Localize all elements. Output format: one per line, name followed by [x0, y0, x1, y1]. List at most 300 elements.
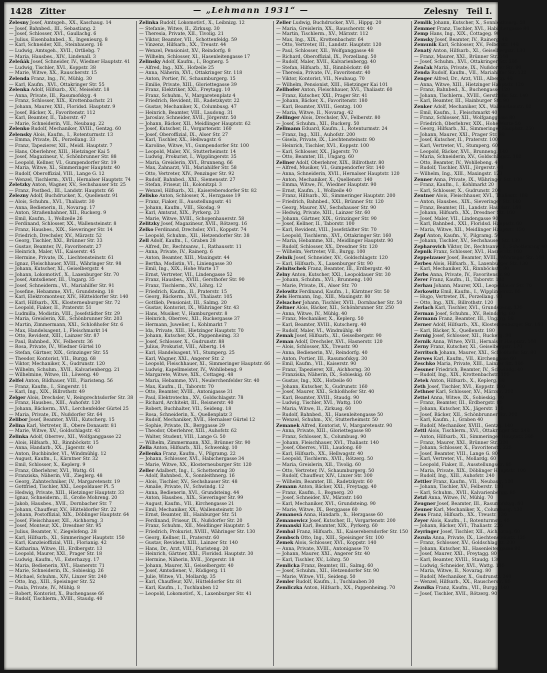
entry-details: Josef, Tischler, XVI., Koppstr. 180 [427, 384, 505, 390]
entry-details: — Otto, Ing., XIII., Speisinger Str. 52 [9, 580, 96, 586]
entry-details: — Heinrich, Gärtner, XXI., Floridsd. Hauptstr. 30 [139, 552, 254, 558]
entry-details: — Anna, Näherin, XVI., Ottakringer Str. 118 [139, 71, 243, 77]
entry-details: Adolf, Drechsler, XVI., Hasnerstr. 120 [295, 339, 383, 345]
entry-details: — Karl, Amtsrat, XIX., Pyrkerg. 23 [139, 211, 220, 217]
entry-details: — Friedrich, Prokurist, XVIII., Währinger Str. 130 [139, 530, 256, 536]
entry-details: — Josef, Maurer, XXI., Freytagg. 80 [414, 552, 497, 558]
entry-details: Anna, Witwe, IV., Mühlg. 70 [428, 496, 494, 502]
entry-details: — Emilie, Private, XIII., Gloriettegasse 39 [139, 82, 237, 88]
entry-details: Alois, Drechsler, V., Reinprechtsdorfer Str. 38 [27, 395, 134, 401]
entry-details: — Bertha, Modistin, VI., Liniengasse 30 [139, 261, 232, 267]
entry-details: — Maria, Schneiderin, XV., Goldschlagstr. 160 [414, 155, 522, 161]
entry-details: — Ludwig, Prokurist, I., Wipplingerstr. 35 [139, 155, 237, 161]
entry-details: — Franz, Postbed., III., Landstr. Hauptstr. 66 [9, 188, 114, 194]
entry-details: — Leopold, Fiaker, II., Praterstr. 51 [9, 306, 92, 312]
entry-surname: Zelsacher [276, 300, 302, 306]
entry-details: — Friedrich, Drechsler, XV., Märzstr. 52 [9, 233, 102, 239]
entry-details: — Johann, Kutscher, XI., Geiselbergstr. 4 [9, 267, 104, 273]
entry-details: Karl, Vertreter, II., Obere Donaustr. 81 [26, 423, 117, 429]
entry-details: — Franz, Schuhm., XII., Meidlinger Hauptstr. 5 [139, 524, 250, 530]
entry-details: — Heinrich, Maler, VII., Kaiserstr. 45 [9, 250, 96, 256]
entry-details: — Franz, Hilfsarb., XI., Simmeringer Hauptstr. 200 [276, 194, 396, 200]
entry-details: Anton, Kaufm., V., Pilgramg. 50 [426, 233, 501, 239]
entry-details: — Wilhelm, Beamter, III., Radetzkystr. 60 [276, 479, 373, 485]
entry-details: — Otto, Vertreter, III., Landstr. Hauptstr. 120 [276, 43, 382, 49]
entry-surname: Zelibor [9, 418, 28, 424]
entry-details: — Friedrich, Revident, III., Radetzkystr. 22 [139, 99, 240, 105]
entry-surname: Zemanek [276, 423, 300, 429]
entry-details: — Karl, Schneider, XII., Steinbauerg. 16 [9, 43, 103, 49]
entry-details: Ludwig, Buchdrucker, XVI., Hippg. 20 [292, 21, 382, 26]
entry-details: — Maria, Hebamme, XVI., Neulerchenfelder Str. 40 [139, 379, 260, 384]
entry-details: — Julius, Prokurist, VIII., Albertg. 14 [139, 345, 226, 351]
entry-details: — Franz, Hausbes., XVIII., Gersthofer Str. 90 [139, 278, 245, 284]
entry-details: — Johann, Chauffeur, XV., Hütteldorfer Str. 22 [9, 507, 117, 513]
entry-details: — Josef, Magazineur, V., Schönbrunner Str. 88 [9, 155, 117, 161]
entry-details: Johann, Maurer, XXI., Leopoldauer Str. 70 [433, 283, 532, 289]
entry-details: — Franz, Bahnbed., X., Buchengasse 120 [414, 88, 511, 94]
entry-details: — Ludwig, Amtsgeh., XVII., Ortliebg. 7 [9, 48, 100, 54]
entry-details: Alois, Bäcker, XII., Schönbrunner Str. 250 [296, 306, 394, 312]
column-1 [9, 21, 133, 666]
entry-surname: Zemanová [276, 513, 303, 519]
entry-details: — Friedrich, Bahnbed., XXI., Brünner Str. 120 [276, 200, 384, 205]
entry-details: Maria, Private, XIII., Lainzer Str. 100 [436, 362, 524, 368]
entry-details: — Leopold, Kellner, VI., Gumpendorfer Str. 19 [9, 160, 117, 166]
entry-details: — Josef, Maler, VII., Lindengasse 90 [414, 216, 499, 222]
entry-details: — Gisela, Private, IX., Liechtensteinstr. 90 [276, 138, 375, 144]
entry-details: Josef, Kutscher, II., Vorgartenstr. 200 [309, 518, 396, 524]
entry-details: — Jaroslav, Schneider, XVII., Jörgerstr. 50 [139, 116, 237, 122]
entry-surname: Zels [276, 295, 287, 301]
entry-details: Karl, Schlosser, XV., Felberstr. 140 [438, 43, 519, 49]
entry-details: Josef, Schlosser, XII., Ruckerg. 90 [432, 334, 512, 340]
entry-details: — Franz, Ing., XIII., Auhofstr. 200 [276, 132, 356, 138]
entry-surname: Zetzl [414, 496, 427, 502]
entry-details: — Georg, Zahntechniker, IV., Margaretenstr. 19 [9, 479, 120, 485]
entry-details: — Karl, Schlosser, X., Gudrunstr. 200 [414, 188, 501, 194]
entry-details: Hans, Ing., XIX., Cottageg. 90 [429, 32, 500, 38]
entry-details: — Josef, Kutscher, II., Vorgartenstr. 160 [139, 127, 232, 133]
entry-surname: Zelinka [139, 21, 159, 26]
entry-details: — Anton, Hausbes., XIX., Sieveringer Str. 99 [139, 496, 244, 502]
entry-details: — Anton, Straßenbahner, XII., Ruckerg. 9 [9, 211, 107, 217]
entry-details: — Paula, Private, IV., Mühlg. 8 [9, 585, 80, 591]
entry-details: — Johann, Gärtner, XIX., Grinzinger Str. 90 [276, 216, 377, 222]
entry-details: Eduard, Kaufm., I., Rotenturmstr. 24 [301, 127, 388, 133]
entry-details: — Georg, Tischler, XXI., Brünner Str. 33 [9, 239, 103, 245]
entry-details: — Emma, Private, IX., Porzellang. 33 [9, 138, 96, 144]
entry-details: — Franziska, Näherin, VII., Zieglerg. 48 [9, 474, 103, 480]
entry-details: — Hedwig, Private, XIII., Hietzinger Hauptstr. 33 [9, 490, 125, 496]
entry-details: — Josef, Maurer, XXI., Schloßhofer Str. 40 [276, 390, 375, 396]
entry-details: — Maria, Greislerin, XX., Rauscherstr. 40 [276, 26, 373, 32]
entry-details: Anton, Schlosser, X., Herzgasse 19 [159, 194, 241, 200]
entry-details: — Rudolf, Ing., XIII., Auhofstr. 240 [414, 474, 495, 480]
entry-details: — Josef, Oberoffizial, IX., Alser Str. 27 [139, 132, 228, 138]
entry-details: Alois, Hilfsarb., X., Laxenburger Str. 130 [432, 261, 528, 267]
entry-details: — Wilhelm, Pensionist, XIII., Hietzinger Kai 101 [276, 82, 389, 88]
entry-surname: Zentner [414, 194, 435, 200]
entry-details: — Franz, Beamter, III., Landstr. Hauptstr. 160 [414, 205, 522, 211]
entry-details: Hermann, Ing., XIII., Maxingstr. 80 [288, 295, 371, 301]
entry-details: — Anton, Hausbes., XIX., Sieveringer Str. 140 [414, 200, 521, 205]
entry-details: — Johann, Maurer, XXI., Angerer Str. 40 [276, 552, 370, 558]
entry-details: — Franz, Hausbes., XIII., Auhofstr. 120 [9, 401, 101, 407]
entry-details: Josef, Hilfsarb., XI., Geiselbergstr. 90 [294, 334, 382, 340]
entry-details: — Franz, Beamter, III., Erdbergstr. 80 [414, 401, 503, 407]
entry-details: Franz, Hilfsarb., XI., Kaiserebersdorfer Str. 150 [296, 530, 408, 536]
entry-surname: Zessner [414, 367, 435, 373]
entry-details: Anton, Fleischhauer, XVI., Thaliastr. 60 [301, 88, 393, 94]
entry-details: Karl, Schlosser, XV., Märzstr. 200 [435, 390, 514, 396]
entry-details: — Karl, Beamter, II., Taborstr. 47 [9, 116, 87, 122]
entry-details: Franz, Kaufm., V., Pilgramg. 22 [162, 451, 236, 457]
entry-details: — Karl, Tischler, XV., Löhrg. 50 [276, 558, 349, 563]
entry-surname: Zemanski [276, 524, 302, 530]
entry-details: — Stefan, Hilfsarb., XI., Rinnböckstr. 60 [276, 65, 370, 71]
entry-details: — Margarete, Witwe, XIX., Cottageg. 48 [139, 373, 234, 379]
entry-details: Alois, Fleischhauer, XVI., Thaliastr. 180 [435, 194, 528, 200]
entry-details: — Karl, Vertreter, VI., Stumperg. 60 [414, 144, 498, 150]
entry-details: — Anna, Schneiderin, XVII., Hernalser Hauptstr. 120 [276, 172, 400, 178]
entry-details: — Theodor, Oberlehrer, XIII., Auhofstr. 62 [139, 429, 237, 435]
entry-details: — August, Kaufm., VII., Kirchengasse 21 [139, 502, 235, 508]
entry-details: — Johann, Tischlerm., XVIII., Gersthofer Str. 140 [414, 93, 529, 99]
entry-details: — Franz, Tapezierer, XII., Meidl. Hauptstr. 7 [9, 144, 113, 150]
entry-surname: Zerman [414, 311, 434, 317]
entry-details: — Alois, Schlosser, XX., Treustr. 90 [276, 345, 358, 351]
entry-details: — Viktor, Kontorist, VII., Neubaug. 70 [276, 76, 365, 82]
entry-details: — Johann, Hilfsarb., XX., Dresdner Str. 160 [414, 211, 515, 217]
entry-details: — Rudolf, Tischlerm., XVIII., Staudg. 40 [9, 597, 103, 603]
entry-details: — Emil, Kaufm., VII., Kaiserstr. 90 [276, 362, 357, 368]
entry-details: — Anna, Bedienerin, XV., Reindorfg. 40 [276, 351, 368, 357]
entry-surname: Zell [139, 239, 149, 245]
entry-details: Ferdinand, Drechsler, XVI., Koppstr. 74 [154, 227, 247, 233]
entry-details: — Katharina, Witwe, III., Erdbergstr. 13 [9, 546, 103, 552]
entry-surname: Zenatý [414, 48, 432, 54]
entry-details: — Josef, Beamter, VIII., Lange G. 80 [414, 451, 498, 457]
entry-details: — Max, Handelsagent, I., Fleischmarkt 14 [9, 328, 108, 334]
entry-surname: Zeletzky [9, 183, 31, 189]
entry-details: — Wenzel, Schuhm., XV., Stutterheimstr. 50 [276, 418, 378, 424]
page-number: 1428 [10, 6, 33, 16]
entry-details: — Karl, Ing., XIX., Billrothstr. 49 [9, 390, 85, 396]
entry-details: — Johann, Postoffizial, XIX., Döblinger Hauptstr. 64 [9, 513, 130, 519]
entry-details: Franz, Schlosser, XVI., Hasnerstr. 160 [433, 250, 522, 256]
entry-details: — Hermann, Juwelier, I., Kohlmarkt 7 [139, 323, 227, 329]
entry-details: — Ernst, Kaufm., I., Wollzeile 40 [276, 188, 352, 194]
entry-details: — Marie, Witwe, XX., Klosterneuburger Str. 120 [139, 462, 252, 468]
entry-details: Anna, Handarb., X., Herzgasse 60 [303, 513, 383, 519]
entry-surname: Zelenda [9, 76, 30, 82]
entry-surname: Zelensky [9, 132, 32, 138]
entry-details: — Franz, Schlosser, XIX., Krottenbachstr. 21 [9, 99, 113, 105]
entry-details: — Leopold, Maler, XV., Stutterheimstr. 14 [139, 149, 236, 155]
entry-details: Johann, Maurer, XXI., Schloßhofer Str. 80 [439, 351, 537, 357]
entry-details: — Maria, Witwe, II., Novarag. 42 [276, 110, 354, 116]
entry-details: — Heinrich, Oberrev., XII., Ruckergasse 37 [139, 317, 240, 323]
entry-details: Adolf, Hilfsarb., XX., Klosterneuburger Str. 160 [432, 323, 544, 329]
entry-surname: Zelesny [9, 21, 29, 26]
entry-details: — Martin, Tischlerm., XV., Märzstr. 112 [276, 32, 369, 38]
entry-details: Josef, Schneider, IV., Wiedner Hauptstr. 41 [30, 60, 131, 66]
entry-details: Josef, Beamter, XVIII., Kutscherg. 15 [28, 418, 115, 424]
entry-details: — Josef, Kellner, II., Taborstr. 100 [276, 222, 355, 228]
entry-details: — Wenzel, Hilfsarb., XI., Kaiserebersdorfer Str. 82 [139, 188, 257, 194]
entry-details: — Wenzel, Pensionist, XV., Reindorfg. 8 [139, 48, 231, 54]
entry-details: Viktor, Dr., Rechtsanw., I., Schottenring 40 [447, 244, 547, 250]
entry-details: — Viktor, Mechaniker, X., Gudrunstr. 120 [9, 362, 105, 368]
entry-details: — Hedwig, Private, XIII., Lainzer Str. 60 [276, 211, 371, 217]
entry-details: — Wilhelm, Schlosser, XI., Hasenleitengasse 17 [139, 54, 251, 60]
entry-details: — Johann, Bäcker, X., Favoritenstr. 180 [276, 99, 368, 105]
entry-details: — Sophie, Private, IX., Berggasse 29 [139, 423, 225, 429]
entry-details: Anna, Private, IX., Währinger Str. 100 [433, 177, 523, 183]
entry-details: — Franz, Kaufm., I., Singerstr. 11 [9, 384, 88, 390]
entry-details: — Marie, Schneiderin, VII., Neubaug. 22 [9, 121, 105, 127]
entry-details: — Karl, Schlosser, XX., Jägerstr. 70 [276, 149, 358, 155]
entry-details: — Anna, Private, III., Rasumofskyg. 4 [9, 93, 97, 99]
entry-details: — Karl, Beamter, III., Hainburger Str. 90 [414, 99, 510, 105]
column-4 [411, 21, 547, 666]
entry-surname: Zernik [414, 339, 431, 345]
entry-details: — Georg, Maurer, XV., Sechshauser Str. 90 [276, 205, 377, 211]
entry-details: Franz, Beamter, III., Ungarg. 90 [438, 317, 514, 323]
entry-surname: Zelko [139, 227, 154, 233]
entry-details: — Marie, Witwe, VII., Seideng. 50 [276, 574, 356, 580]
entry-surname: Zerbes [414, 261, 432, 267]
entry-details: — Johann, Fleischhauer, XVI., Thaliastr. 140 [276, 440, 379, 446]
entry-details: — Maria, Private, IX., Nußdorfer Str. 64 [9, 412, 103, 418]
entry-surname: Zellhofer [276, 88, 300, 94]
entry-details: — Karl, Beamter, XVIII., Gentzg. 100 [276, 104, 362, 110]
entry-details: Emil, Kaufm., I., Wipplingerstr. 60 [440, 289, 521, 295]
directory-entry [9, 597, 133, 603]
entry-details: — Maria, Witwe, II., Zirkusg. 60 [276, 406, 352, 412]
entry-details: Franz, Ing., IV., Mühlg. 30 [30, 76, 92, 82]
entry-details: — Leopold, Tischlerm., XVI., Ottakringer Str. 160 [276, 233, 392, 239]
entry-details: — Ludwig, Kapellmeister, IV., Wohllebeng. 9 [139, 367, 243, 373]
entry-details: — Gustav, Revident, XIII., Lainzer Str. 140 [139, 541, 238, 547]
entry-details: Anton, Bildhauer, VIII., Piaristeng. 56 [25, 379, 113, 384]
entry-details: — Theresia, Private, XII., Tivolig. 21 [139, 32, 224, 38]
entry-details: Alois, Drechsler, XV., Felberstr. 80 [300, 116, 381, 122]
entry-details: — Franz, Hausbes., XIX., Sieveringer Str. 14 [9, 227, 113, 233]
entry-details: — Leopold, Fleischhauer, XI., Simmeringer Hauptstr. 66 [139, 362, 271, 368]
entry-details: — Paul, Schlosser, XII., Wolfganggasse 48 [276, 48, 374, 54]
entry-details: — Marie, Witwe, XX., Rauscherstr. 15 [9, 71, 97, 77]
entry-details: Adolf, Kaufm., I., Graben 28 [150, 239, 216, 245]
entry-details: Josef, Beamter, XVIII., Währinger Str. 160 [447, 255, 545, 261]
entry-details: — August, Kaufm., I., Kärntner Str. 32 [9, 457, 99, 463]
entry-details: — Leopold, Bäcker, XVI., Brunneng. 140 [414, 149, 508, 155]
entry-details: — Marie, Witwe, IX., Berggasse 60 [276, 507, 358, 513]
entry-surname: Zeppelzauer [414, 255, 446, 261]
entry-surname: Zernig [414, 334, 431, 340]
entry-details: — Alfred, Ing., XIX., Hofzeile 25 [139, 65, 214, 71]
entry-surname: Zemlik [414, 21, 432, 26]
entry-details: — Josef, Amtsdiener, III., Ungarg. 35 [9, 278, 95, 284]
entry-details: Josef, Magazineur, XVII., Rötzerg. 16 [160, 222, 248, 228]
column-2 [136, 21, 270, 666]
entry-surname: Zemsky [414, 37, 434, 43]
entry-details: — Ferdinand, Friseur, IX., Nußdorfer Str. 20 [139, 518, 243, 524]
entry-surname: Zezula [414, 535, 431, 541]
entry-details: — Hans, Oberlehrer, XIII., Hietzinger Kai 5 [9, 149, 110, 155]
entry-details: Franz, Kutscher, XI., Geiselbergstr. 170 [430, 345, 523, 351]
entry-details: — Martin, Zimmermann, XXI., Schloßhofer Str. 6 [9, 323, 124, 329]
entry-details: — Karl, Kaufm., I., Graben 40 [414, 418, 484, 424]
entry-details: — Marie, Witwe, XVIII., Schopenhauerstr. 58 [139, 216, 245, 222]
entry-surname: Zepnik [414, 250, 432, 256]
entry-details: Maria, Private, IX., Nußdorfer Str. 90 [434, 65, 522, 71]
entry-details: Johann, Tischler, XVII., Dornbacher Str. 50 [302, 300, 403, 306]
directory-entry [276, 586, 408, 592]
entry-surname: Zeller [139, 468, 155, 474]
entry-details: — Rudolf, Ing., XIX., Krottenbachstr. 100 [414, 373, 510, 379]
entry-details: — Johann, Bäcker, XVI., Thaliastr. 220 [414, 524, 503, 530]
entry-details: — Gustav, Ing., XIX., Hofzeile 60 [276, 379, 353, 384]
entry-details: Rudolf, Lokomotivf., X., Leibnizg. 12 [159, 21, 245, 26]
entry-details: Josef, Schneider, XV., Goldschlagstr. 120 [293, 255, 388, 261]
entry-details: — Rudolf, Oberoffizial, VIII., Lange G. 12 [9, 172, 105, 178]
entry-surname: Zemunik [414, 43, 437, 49]
entry-details: — Franziska, Näherin, IX., Sobieskig. 60 [276, 373, 371, 379]
entry-details: — Franz, Kaufm., I., Bognerg. 20 [276, 490, 354, 496]
entry-details: — Rudolf, Bahnbed., XXI., Siemensstr. 27 [139, 177, 236, 183]
entry-surname: Zeuner [414, 507, 433, 513]
entry-details: — Maria, Hausbes., XIV., Lindenall. 3 [9, 54, 96, 60]
entry-surname: Zetek [414, 379, 429, 384]
entry-details: — Adolf, Bahnbed., X., Sonnleithnerg. 16 [139, 474, 235, 480]
entry-details: — Rudolf, Schlosser, XX., Dresdner Str. 120 [276, 244, 378, 250]
entry-details: — Anna, Private, XIII., Gloriettegasse 80 [276, 429, 371, 435]
entry-details: — Johann, Bäcker, XII., Meidlinger Hauptstr. 62 [139, 121, 251, 127]
entry-details: — Hermine, Private, IX., Liechtensteinstr. 61 [9, 255, 114, 261]
entry-details: — Anton, Mechaniker, X., Quellenstr. 140 [276, 177, 373, 183]
entry-details: — Hugo, Vertreter, IX., Porzellang. 90 [414, 295, 503, 301]
entry-surname: Zemp [414, 32, 429, 38]
entry-surname: Zerbs [414, 272, 429, 278]
entry-details: — Alois, Tischler, XV., Sechshauser Str. 48 [139, 479, 238, 485]
entry-details: — Anna, Bedienerin, XVI., Grundsteing. 44 [139, 490, 240, 496]
entry-details: — Franz, Maurer, XXI., Brünner Str. 200 [414, 440, 509, 446]
entry-details: — Theresia, Private, IV., Favoritenstr. 40 [276, 71, 371, 77]
entry-details: — Otto, Beamter, III., Ungarg. 60 [276, 155, 354, 161]
entry-surname: Zellinger [276, 116, 300, 122]
entry-details: Anton, Hilfsarb., XI., Geiselbergstr. 130 [432, 48, 526, 54]
entry-details: — Josef, Schuhm., XVI., Ottakringer Str. 200 [414, 60, 518, 66]
entry-details: — Emil, Ing., XIX., Hohe Warte 17 [139, 267, 219, 273]
entry-details: — Johann, Kutscher, X., Gudrunstr. 160 [276, 384, 368, 390]
entry-details: — Anna, Private, XVIII., Antonigasse 70 [276, 546, 369, 552]
entry-details: — Maria, Witwe, XI., Simmeringer Hauptstr. 40 [9, 166, 120, 172]
entry-surname: Zellner [276, 160, 295, 166]
entry-details: — Maria, Bedienerin, XVI., Hasnerstr. 71 [9, 563, 105, 569]
entry-details: — Ernst, Beamter, III., Hainburger Str. 51 [139, 513, 238, 519]
entry-surname: Zelinsky [139, 60, 161, 66]
entry-surname: Zelny [276, 272, 291, 278]
entry-surname: Zemanowicz [276, 518, 308, 524]
entry-details: — Anton, Portier, IV., Schaumburgerg. 15 [139, 76, 236, 82]
part-label: Teil I. [466, 6, 492, 16]
entry-details: — Franz, Schuhm., V., Margaretenplatz 4 [139, 93, 236, 99]
entry-details: — Anton, Buchbinder, VI., Windmühlg. 12 [9, 451, 107, 457]
entry-surname: Zepf [414, 233, 426, 239]
entry-details: Rudolf, Mechaniker, XVIII., Gentzg. 60 [31, 127, 122, 133]
entry-details: — Stefanie, Witwe, II., Zirkusg. 30 [139, 26, 220, 32]
entry-surname: Zeth [414, 384, 426, 390]
entry-details: — Wilhelm, Schuhm., XVII., Kalvarienbergg. 21 [9, 367, 120, 373]
entry-details: — Emma, Witwe, IV., Wiedner Hauptstr. 90 [276, 183, 377, 189]
entry-details: Adolf, Kaufm., I., Bognerg. 5 [162, 60, 229, 66]
entry-details: — Alois, Schuhm., XVI., Thaliastr. 30 [9, 200, 95, 205]
entry-details: — Rudolf, Tischler, XVII., Jörgerstr. 60 [414, 166, 504, 172]
entry-surname: Zelfel [9, 379, 24, 384]
entry-details: — Josef, Bahnbed., III., Sebastiang. 2 [9, 26, 96, 32]
entry-details: — Karl, Beamter, XVIII., Staudg. 130 [414, 558, 500, 563]
entry-details: Franz, Kaufm., VII., Neubaug. 100 [433, 479, 514, 485]
entry-details: Anna, Witwe, IX., Sobieskig. 90 [430, 395, 504, 401]
entry-surname: Zelisko [139, 194, 158, 200]
entry-details: — Ida, Private, XIII., Hietzinger Hauptstr. 70 [139, 328, 244, 334]
entry-details: — Michael, Schuhm., XIV., Linzer Str. 240 [9, 574, 107, 580]
entry-details: — Johann, Maurer, XXI., Floridsd. Hauptstr. 9 [9, 104, 116, 110]
entry-details: — Johann, Bäckerm., XVI., Lerchenfelder Gürtel 25 [9, 406, 129, 412]
entry-surname: Zelina [9, 423, 26, 429]
entry-surname: Zettl [414, 429, 427, 435]
entry-surname: Zeschko [414, 362, 436, 368]
entry-details: Rudolf, Kaufm., VII., Mariahilfer Str. 120 [431, 71, 527, 77]
entry-details: Adolf, Buchdrucker, X., Quellenstr. 91 [30, 194, 118, 200]
entry-details: — Hans, Dr., Arzt, VIII., Piaristeng. 20 [139, 546, 229, 552]
entry-details: — Otto, Beamter, XVIII., Antonigasse 31 [139, 390, 233, 396]
entry-details: Rudolf, Kaufm., I., Tuchlauben 30 [295, 580, 375, 586]
entry-details: — Marie, Witwe, XV., Goldschlagstr. 43 [9, 429, 101, 435]
entry-details: — Johann, Kutscher, XI., Hasenleitengasse 90 [414, 546, 521, 552]
entry-details: Anton, Wagner, XV., Sechshauser Str. 25 [32, 183, 126, 189]
entry-details: — Georg, Kellner, II., Praterstr. 60 [139, 535, 220, 541]
entry-details: — Robert, Buchhalter, VII., Seideng. 18 [139, 406, 232, 412]
entry-details: — Leopold, Lokomotivf., X., Laxenburger Str. 41 [139, 591, 252, 597]
entry-details: — Wilhelm, Ing., XIII., Maxingstr. 120 [414, 172, 503, 178]
entry-details: — Maria, Witwe, XII., Meidlinger Hauptstr. 130 [414, 227, 525, 233]
entry-details: — Richard, Architekt, III., Reisnerstr. 40 [139, 401, 234, 407]
entry-details: Otto, Ing., XIII., Speisinger Str. 100 [300, 535, 384, 541]
entry-details: — Rudolf, Mechaniker, XVII., Hernalser Gürtel 12 [139, 418, 256, 424]
entry-details: — Anton, Hilfsarb., XI., Simmeringer Hauptstr. 300 [414, 434, 534, 440]
entry-surname: Zethner [414, 390, 435, 396]
entry-details: Anton, Hilfsarb., XII., Schwenkg. 10 [153, 446, 238, 452]
entry-details: — Alfred, Dr., Rechtsanw., I., Rathausstr. 11 [139, 244, 242, 250]
entry-details: — Wenzel, Tischlerm., XVII., Hernalser Hauptstr. 74 [9, 177, 131, 183]
entry-surname: Zeltner [276, 306, 295, 312]
entry-details: — Hans, Musiker, V., Hamburgerstr. 8 [139, 311, 228, 317]
entry-details: — Alois, Hilfsarb., XI., Rinnböckstr. 15 [9, 440, 99, 446]
entry-surname: Zelenko [9, 127, 30, 133]
entry-details: — Gustav, Kontorist, IX., Währinger Str. 43 [139, 306, 240, 312]
entry-details: — Franz, Tapezierer, XII., Aichhorng. 30 [276, 367, 371, 373]
entry-surname: Zerkowitz [414, 289, 440, 295]
entry-details: Franz, Beamter, III., Erdbergstr. 40 [307, 267, 391, 273]
entry-details: — Julius, Eisenbahnbed., X., Ingenieurg. 8 [9, 37, 108, 43]
entry-surname: Zerritsch [414, 351, 438, 357]
entry-details: — Karl, Vertreter, VI., Mollardg. 60 [414, 457, 497, 463]
entry-details: Josef, Beamter, IV., Rainerg. 40 [435, 37, 508, 43]
entry-details: — Anna, Bedienerin, II., Novarag. 17 [9, 205, 96, 211]
